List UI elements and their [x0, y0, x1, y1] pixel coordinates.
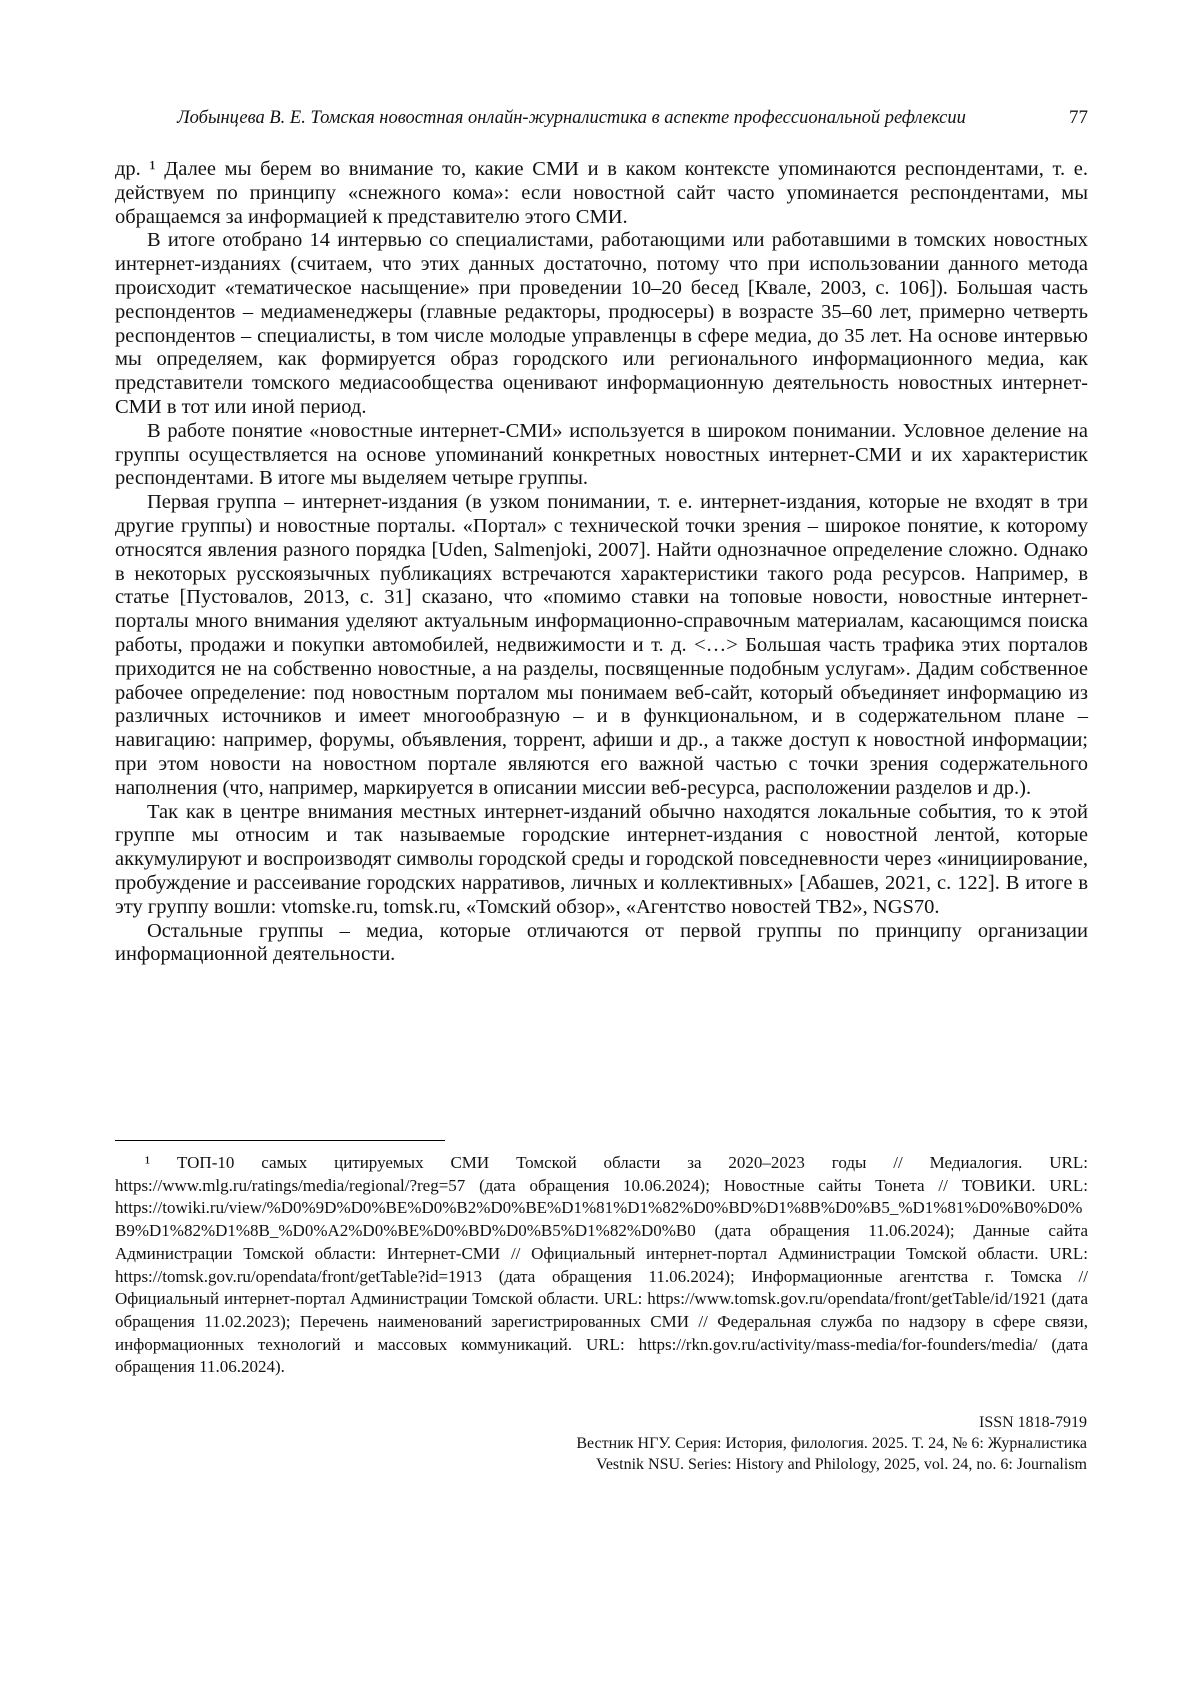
page-footer [576, 1412, 1087, 1475]
footnote-section [115, 1140, 1088, 1379]
footer-journal-line-en: Vestnik NSU. Series: History and Philology, 2025, vol. 24, no. 6: Journalism [596, 1456, 1087, 1473]
running-header [115, 106, 1088, 130]
article-body [115, 158, 1088, 967]
paragraph: Первая группа – интернет-издания (в узком понимании, т. е. интернет-издания, которые не входят в три другие группы) и новостные порталы. «Портал» с технической точки зрения – широкое понятие, к которому относятся явления разного порядка [Uden, Salmenjoki, 2007]. Найти однозначное определение сложно. Однако в некоторых русскоязычных публикациях встречаются характеристики такого рода ресурсов. Например, в статье [Пустовалов, 2013, с. 31] сказано, что «помимо ставки на топовые новости, новостные интернет-порталы много внимания уделяют актуальным информационно-справочным материалам, касающимся поиска работы, продажи и покупки автомобилей, недвижимости и т. д. <…> Большая часть трафика этих порталов приходится не на собственно новостные, а на разделы, посвященные подобным услугам». Дадим собственное рабочее определение: под новостным порталом мы понимаем веб-сайт, который объединяет информацию из различных источников и имеет многообразную – и в функциональном, и в содержательном плане – навигацию: например, форумы, объявления, торрент, афиши и др., а также доступ к новостной информации; при этом новости на новостном портале являются его важной частью с точки зрения содержательного наполнения (что, например, маркируется в описании миссии веб-ресурса, расположении разделов и др.). [115, 491, 1088, 799]
footnote-separator [115, 1140, 445, 1141]
paragraph: В итоге отобрано 14 интервью со специалистами, работающими или работавшими в томских новостных интернет-изданиях (считаем, что этих данных достаточно, потому что при использовании данного метода происходит «тематическое насыщение» при проведении 10–20 бесед [Квале, 2003, с. 106]). Большая часть респондентов – медиаменеджеры (главные редакторы, продюсеры) в возрасте 35–60 лет, примерно четверть респондентов – специалисты, в том числе молодые управленцы в сфере медиа, до 35 лет. На основе интервью мы определяем, как формируется образ городского или регионального информационного медиа, как представители томского медиасообщества оценивают информационную деятельность новостных интернет-СМИ в тот или иной период. [115, 229, 1088, 418]
paragraph: В работе понятие «новостные интернет-СМИ» используется в широком понимании. Условное деление на группы осуществляется на основе упоминаний конкретных новостных интернет-СМИ и их характеристик респондентами. В итоге мы выделяем четыре группы. [115, 419, 1088, 490]
paragraph-continuation: др. ¹ Далее мы берем во внимание то, какие СМИ и в каком контексте упоминаются респондентами, т. е. действуем по принципу «снежного кома»: если новостной сайт часто упоминается респондентами, мы обращаемся за информацией к представителю этого СМИ. [115, 158, 1088, 228]
footer-journal-line-ru: Вестник НГУ. Серия: История, филология. 2025. Т. 24, № 6: Журналистика [576, 1435, 1087, 1452]
running-title: Лобынцева В. Е. Томская новостная онлайн-журналистика в аспекте профессиональной рефлексии [177, 108, 966, 128]
footnote-text: ¹ ТОП-10 самых цитируемых СМИ Томской области за 2020–2023 годы // Медиалогия. URL: https://www.mlg.ru/ratings/media/regional/?reg=57 (дата обращения 10.06.2024); Новостные сайты Тонета // ТОВИКИ. URL: https://towiki.ru/view/%D0%9D%D0%BE%D0%B2%D0%BE%D1%81%D1%82%D0%BD%D1%8B%D0%B5_%D1%81%D0%B0%D0%B9%D1%82%D1%8B_%D0%A2%D0%BE%D0%BD%D0%B5%D1%82%D0%B0 (дата обращения 11.06.2024); Данные сайта Администрации Томской области: Интернет-СМИ // Официальный интернет-портал Администрации Томской области. URL: https://tomsk.gov.ru/opendata/front/getTable?id=1913 (дата обращения 11.06.2024); Информационные агентства г. Томска // Официальный интернет-портал Администрации Томской области. URL: https://www.tomsk.gov.ru/opendata/front/getTable/id/1921 (дата обращения 11.02.2023); Перечень наименований зарегистрированных СМИ // Федеральная служба по надзору в сфере связи, информационных технологий и массовых коммуникаций. URL: https://rkn.gov.ru/activity/mass-media/for-founders/media/ (дата обращения 11.06.2024). [115, 1153, 1088, 1377]
footer-issn: ISSN 1818-7919 [978, 1414, 1087, 1431]
paragraph: Остальные группы – медиа, которые отличаются от первой группы по принципу организации информационной деятельности. [115, 919, 1088, 966]
page-number: 77 [1069, 107, 1088, 128]
paragraph: Так как в центре внимания местных интернет-изданий обычно находятся локальные события, то к этой группе мы относим и так называемые городские интернет-издания с новостной лентой, которые аккумулируют и воспроизводят символы городской среды и городской повседневности через «инициирование, пробуждение и рассеивание городских нарративов, личных и коллективных» [Абашев, 2021, с. 122]. В итоге в эту группу вошли: vtomske.ru, tomsk.ru, «Томский обзор», «Агентство новостей ТВ2», NGS70. [115, 800, 1088, 918]
